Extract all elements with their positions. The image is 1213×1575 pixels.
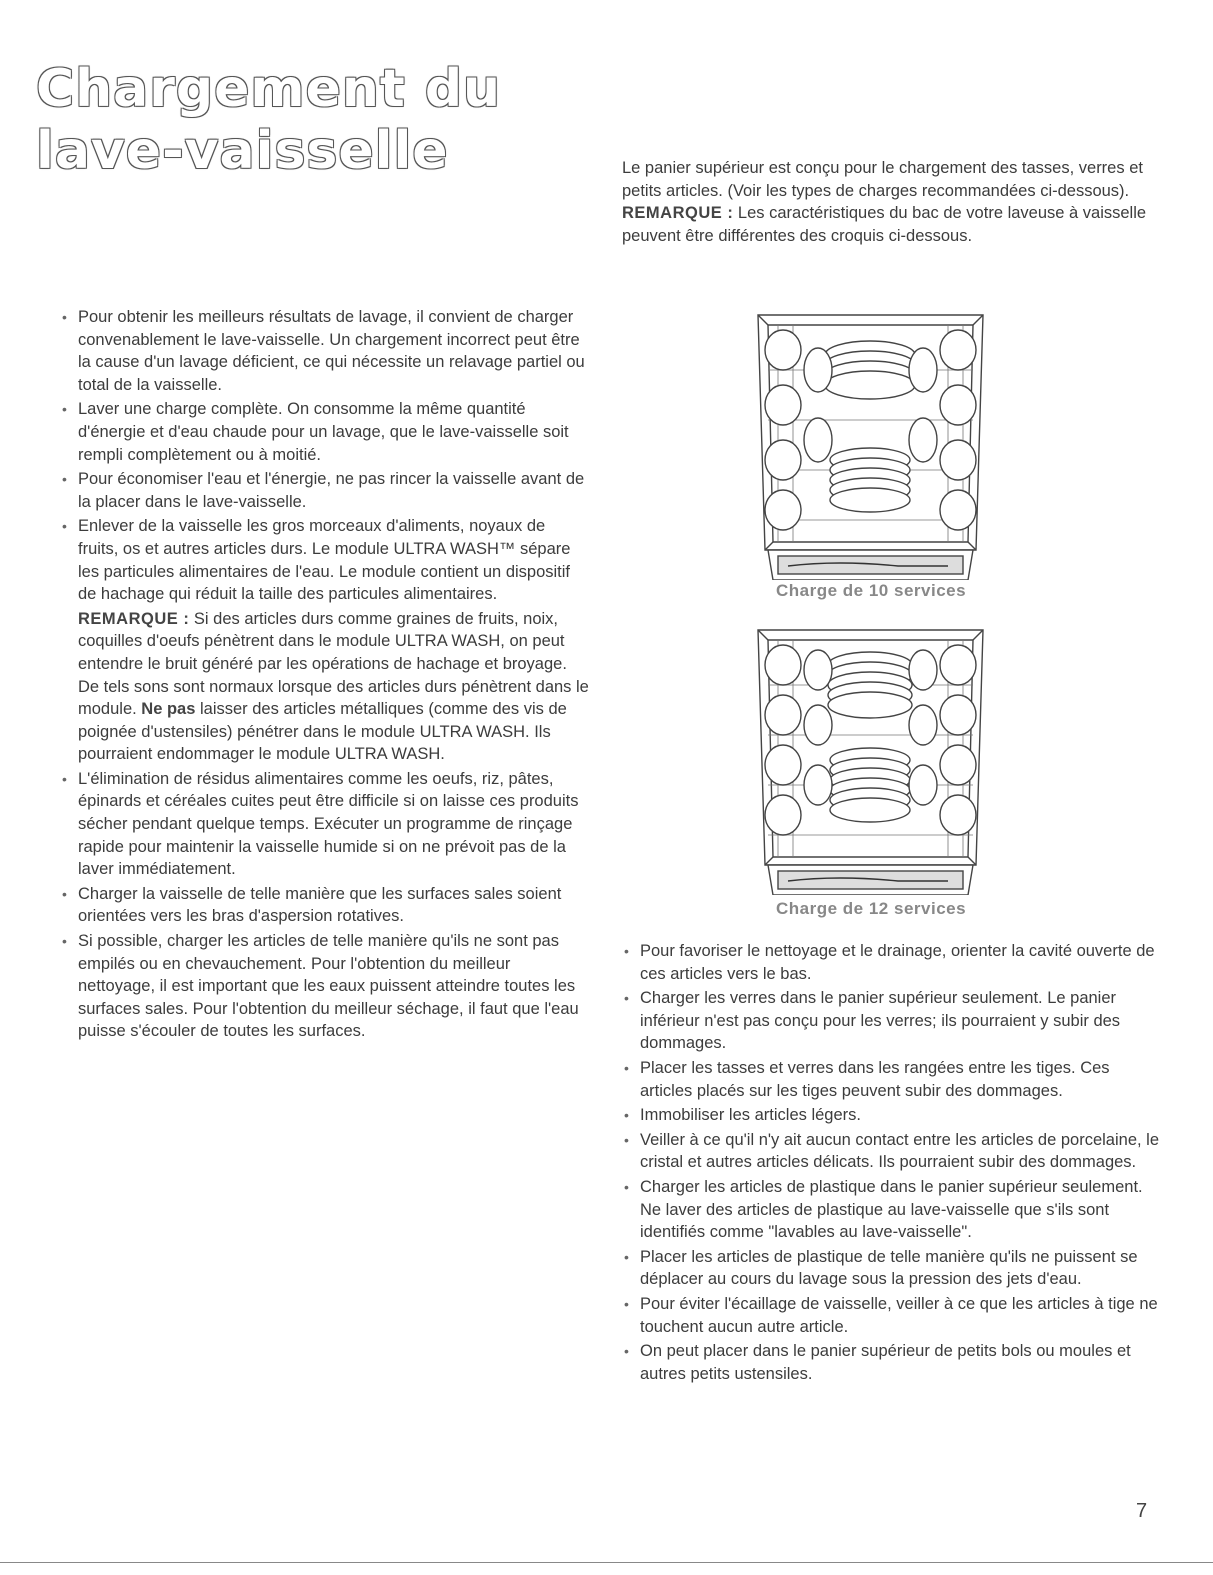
list-item: • Charger les articles de plastique dans le panier supérieur seulement. Ne laver des articles de plastique au lave-vaisselle que s'ils sont identifiés comme "lavables au lave-vaisselle". (624, 1177, 1143, 1242)
bullet-icon: • (62, 309, 67, 325)
page-title-line-2: lave-vaisselle (36, 121, 449, 181)
note-paragraph: REMARQUE : Les caractéristiques du bac de votre laveuse à vaisselle peuvent être différentes des croquis ci-dessous. (622, 204, 1147, 245)
right-column-list (622, 940, 1162, 1387)
emphasis: Ne pas (141, 700, 196, 719)
note-label: REMARQUE : (622, 204, 734, 223)
bullet-icon: • (62, 401, 67, 418)
intro-paragraph: Le panier supérieur est conçu pour le chargement des tasses, verres et petits articles. (Voir les types de charges recommandées ci-dessous). (622, 159, 1143, 200)
bullet-icon: • (624, 990, 629, 1007)
figure-caption: Charge de 12 services (776, 899, 967, 918)
list-item: • Enlever de la vaisselle les gros morceaux d'aliments, noyaux de fruits, os et autres articles durs. Le module ULTRA WASH™ sépare les particules alimentaires de l'eau. Le module contient un dispositif de hachage qui réduit la taille des particules alimentaires. REMARQUE : Si des articles durs comme graines de fruits, noix, coquilles d'oeufs pénètrent dans le module ULTRA WASH, on peut entendre le bruit généré par les opérations de hachage et broyage. De tels sons sont normaux lorsque des articles durs pénètrent dans le module. Ne pas laisser des articles métalliques (comme des vis de poignée d'ustensiles) pénétrer dans le module ULTRA WASH. Ils pourraient endommager le module ULTRA WASH. (60, 515, 590, 766)
bullet-icon: • (62, 518, 67, 535)
list-item: • On peut placer dans le panier supérieur de petits bols ou moules et autres petits ustensiles. (624, 1342, 1131, 1383)
list-item: • Pour favoriser le nettoyage et le drainage, orienter la cavité ouverte de ces articles vers le bas. (624, 942, 1155, 983)
note-paragraph: REMARQUE : Si des articles durs comme graines de fruits, noix, coquilles d'oeufs pénètrent dans le module ULTRA WASH, on peut entendre le bruit généré par les opérations de hachage et broyage. De tels sons sont normaux lorsque des articles durs pénètrent dans le module. Ne pas laisser des articles métalliques (comme des vis de poignée d'ustensiles) pénétrer dans le module ULTRA WASH. Ils pourraient endommager le module ULTRA WASH. (78, 609, 589, 764)
page-bottom-rule (0, 1562, 1213, 1563)
bullet-icon: • (624, 943, 629, 959)
bullet-icon: • (624, 1343, 629, 1360)
left-bullet-list (60, 306, 590, 1043)
list-item: • Pour économiser l'eau et l'énergie, ne pas rincer la vaisselle avant de la placer dans le lave-vaisselle. (62, 470, 585, 511)
right-bullet-list (622, 940, 1162, 1385)
list-item: • Pour éviter l'écaillage de vaisselle, veiller à ce que les articles à tige ne touchent aucun autre article. (624, 1294, 1158, 1336)
bullet-icon: • (624, 1295, 629, 1312)
list-item: • L'élimination de résidus alimentaires comme les oeufs, riz, pâtes, épinards et céréales cuites peut être difficile si on laisse ces produits sécher pendant quelque temps. Exécuter un programme de rinçage rapide pour maintenir la vaisselle humide si on ne prévoit pas de la laver immédiatement. (62, 769, 579, 879)
list-item: • Pour obtenir les meilleurs résultats de lavage, il convient de charger convenablement le lave-vaisselle. Un chargement incorrect peut être la cause d'un lavage déficient, ce qui nécessite un relavage partiel ou total de la vaisselle. (62, 308, 585, 394)
bullet-icon: • (624, 1107, 629, 1124)
list-item: • Charger les verres dans le panier supérieur seulement. Le panier inférieur n'est pas conçu pour les verres; ils pourraient y subir des dommages. (624, 989, 1121, 1053)
bullet-icon: • (62, 885, 67, 902)
list-item: • Laver une charge complète. On consomme la même quantité d'énergie et d'eau chaude pour un lavage, que le lave-vaisselle soit rempli complètement ou à moitié. (62, 400, 569, 464)
bullet-icon: • (624, 1248, 629, 1265)
list-item: • Veiller à ce qu'il n'y ait aucun contact entre les articles de porcelaine, le cristal et autres articles délicats. Ils pourraient subir des dommages. (624, 1130, 1160, 1172)
rack-illustration-12-services (748, 625, 993, 895)
bullet-icon: • (624, 1178, 629, 1195)
bullet-icon: • (62, 933, 67, 950)
list-item: • Si possible, charger les articles de telle manière qu'ils ne sont pas empilés ou en chevauchement. Pour l'obtention du meilleur nettoyage, il est important que les eaux puissent atteindre toutes les surfaces sales. Pour l'obtention du meilleur séchage, il faut que l'eau puisse s'écouler de toutes les surfaces. (62, 932, 579, 1041)
page-title (36, 58, 501, 182)
page-title-line-1: Chargement du (36, 59, 502, 119)
page-number: 7 (1136, 1500, 1148, 1522)
list-item: • Charger la vaisselle de telle manière que les surfaces sales soient orientées vers les bras d'aspersion rotatives. (62, 884, 562, 926)
bullet-icon: • (624, 1059, 629, 1076)
list-item: • Immobiliser les articles légers. (622, 1104, 1162, 1127)
right-intro (622, 157, 1162, 247)
figure-caption: Charge de 10 services (776, 581, 967, 600)
list-item: • Placer les tasses et verres dans les rangées entre les tiges. Ces articles placés sur les tiges peuvent subir des dommages. (624, 1058, 1110, 1100)
bullet-icon: • (624, 1131, 629, 1148)
bullet-icon: • (62, 471, 67, 488)
left-column (60, 306, 590, 1045)
rack-illustration-10-services (748, 310, 993, 580)
note-label: REMARQUE : (78, 609, 190, 628)
list-item: • Placer les articles de plastique de telle manière qu'ils ne puissent se déplacer au cours du lavage sous la pression des jets d'eau. (624, 1247, 1138, 1289)
bullet-icon: • (62, 770, 67, 787)
